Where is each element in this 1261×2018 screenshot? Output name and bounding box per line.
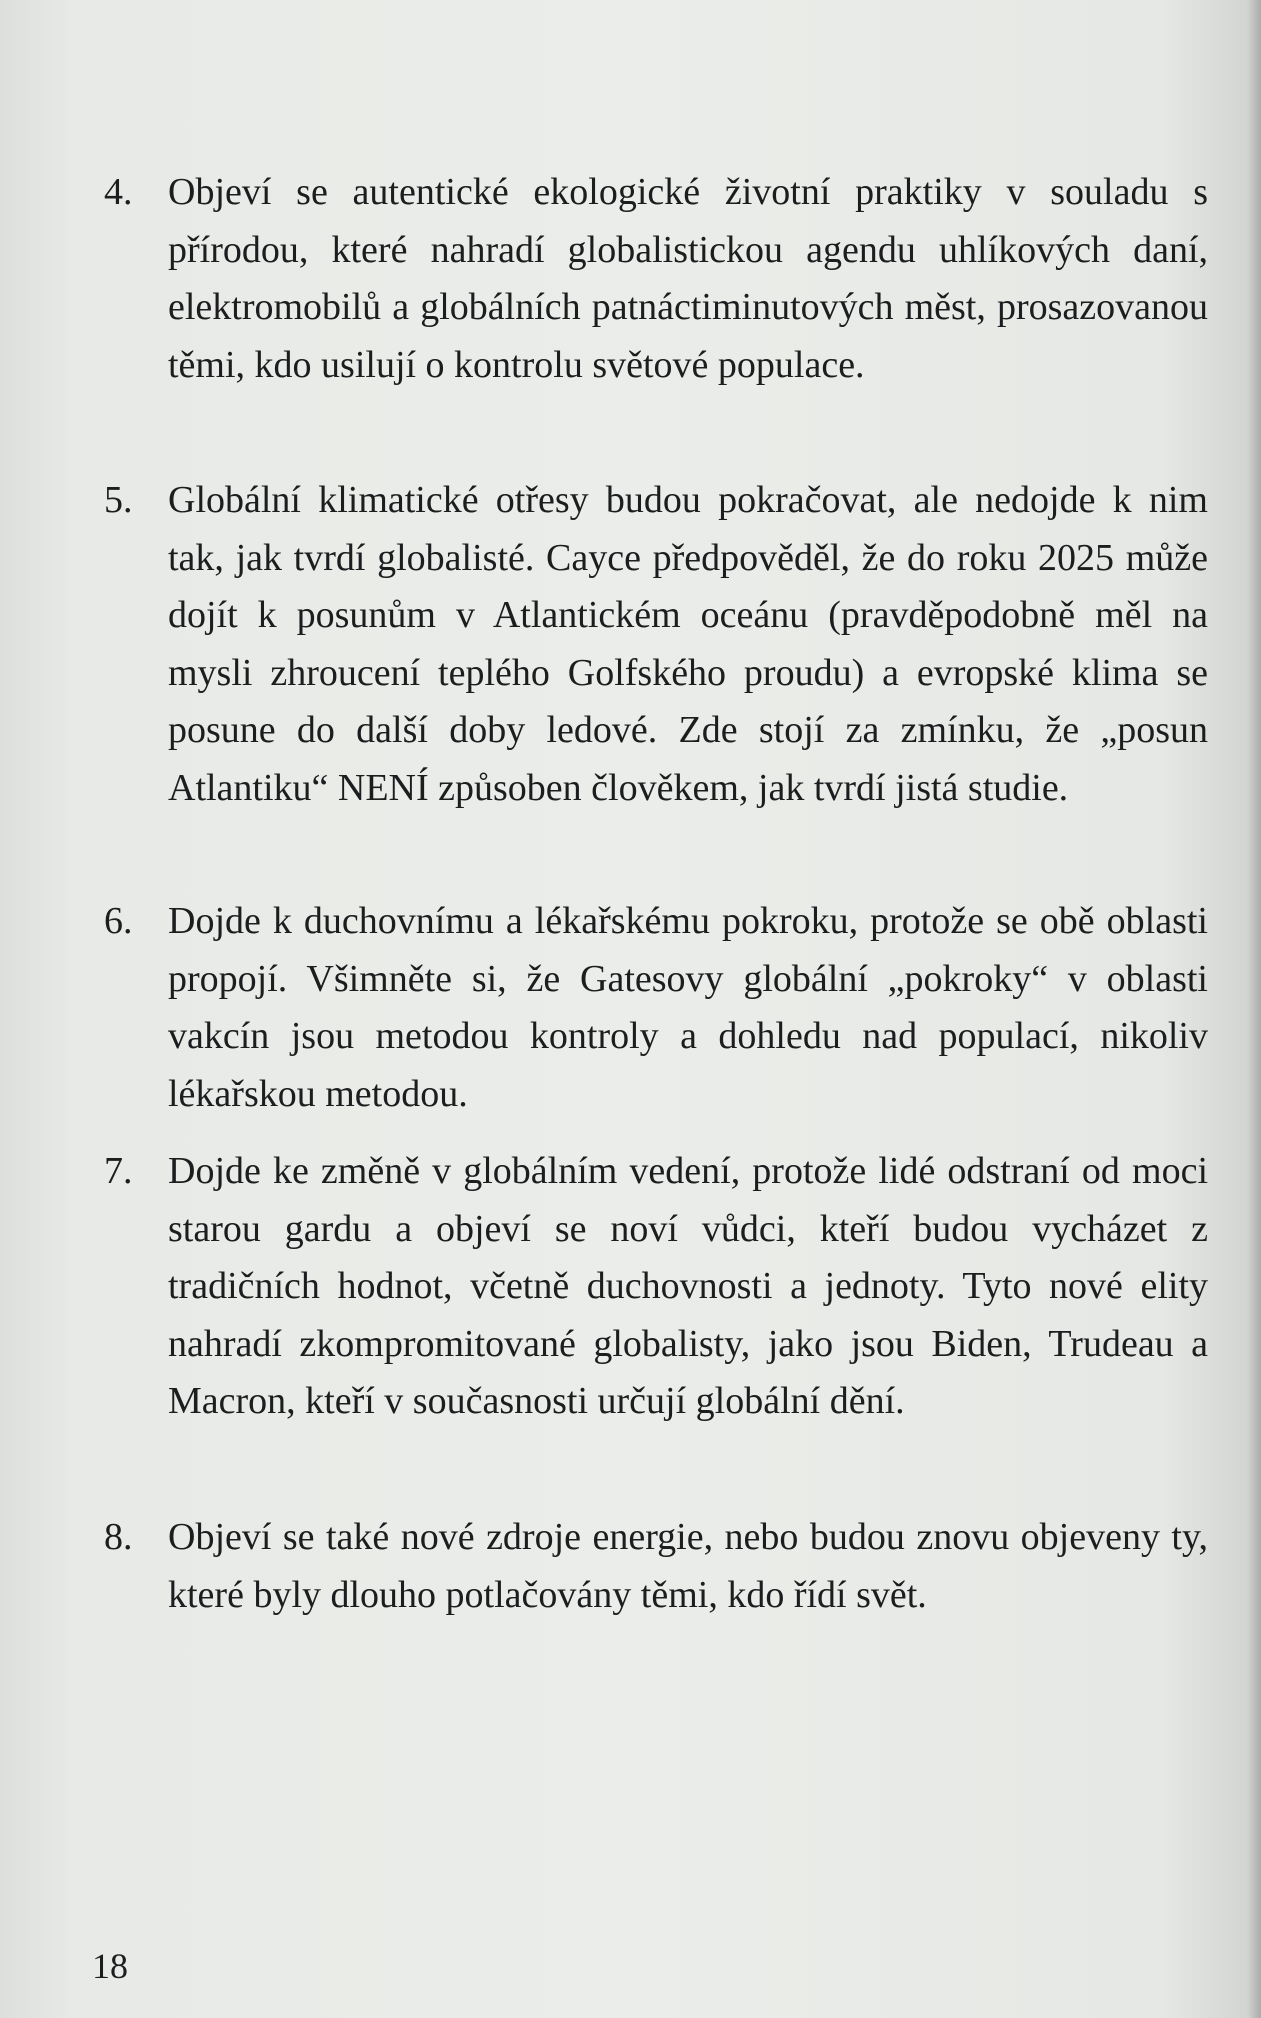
list-item-text: Globální klimatické otřesy budou pokračovat, ale nedojde k nim tak, jak tvrdí globalisté. Cayce předpověděl, že do roku 2025 může dojít k posunům v Atlantickém oceánu (pravděpodobně měl na mysli zhroucení teplého Golfského proudu) a evropské klima se posune do další doby ledové. Zde stojí za zmínku, že „posun Atlantiku“ NENÍ způsoben člověkem, jak tvrdí jistá studie.	[168, 479, 1208, 809]
page-edge-shadow	[1247, 0, 1261, 2018]
list-item	[104, 1509, 1208, 1624]
list-item-text: Dojde k duchovnímu a lékařskému pokroku, protože se obě oblasti propojí. Všimněte si, že Gatesovy globální „pokroky“ v oblasti vakcín jsou metodou kontroly a dohledu nad populací, nikoliv lékařskou metodou.	[168, 900, 1208, 1115]
page-number: 18	[92, 1946, 128, 1986]
list-item	[104, 472, 1208, 817]
list-item-number: 6.	[104, 900, 133, 942]
list-item-text: Dojde ke změně v globálním vedení, protože lidé odstraní od moci starou gardu a objeví se noví vůdci, kteří budou vycházet z tradičních hodnot, včetně duchovnosti a jednoty. Tyto nové elity nahradí zkompromitované globalisty, jako jsou Biden, Trudeau a Macron, kteří v současnosti určují globální dění.	[168, 1150, 1208, 1422]
list-item-text: Objeví se autentické ekologické životní praktiky v souladu s přírodou, které nahradí globalistickou agendu uhlíkových daní, elektromobilů a globálních patnáctiminutových měst, prosazovanou těmi, kdo usilují o kontrolu světové populace.	[168, 171, 1208, 386]
list-item	[104, 893, 1208, 1123]
list-item-text: Objeví se také nové zdroje energie, nebo budou znovu objeveny ty, které byly dlouho potlačovány těmi, kdo řídí svět.	[168, 1516, 1208, 1616]
list-item	[104, 1143, 1208, 1431]
list-item-number: 8.	[104, 1516, 133, 1558]
list-item-number: 7.	[104, 1150, 133, 1192]
list-item-number: 4.	[104, 171, 133, 213]
list-item	[104, 164, 1208, 394]
list-item-number: 5.	[104, 479, 133, 521]
